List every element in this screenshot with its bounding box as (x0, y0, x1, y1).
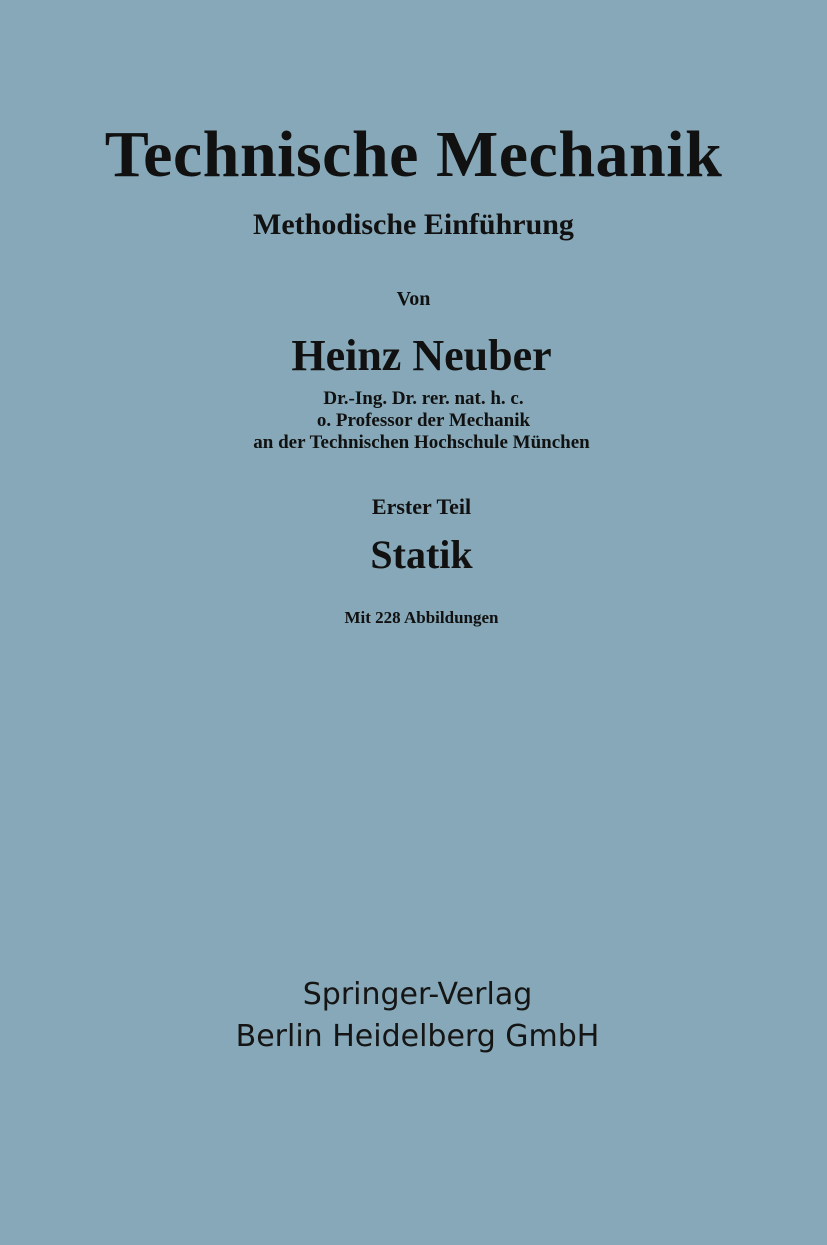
author-degree: Dr.-Ing. Dr. rer. nat. h. c. (323, 388, 524, 409)
publisher-location: Berlin Heidelberg GmbH (235, 1019, 600, 1054)
figures-note: Mit 228 Abbildungen (344, 608, 499, 627)
by-label: Von (396, 288, 431, 310)
publisher-name: Springer-Verlag (302, 977, 533, 1012)
book-title: Technische Mechanik (104, 118, 723, 191)
author-position: o. Professor der Mechanik (316, 410, 531, 431)
part-label: Erster Teil (371, 494, 472, 519)
book-subtitle: Methodische Einführung (253, 208, 574, 241)
section-title: Statik (370, 532, 473, 577)
author-institution: an der Technischen Hochschule München (253, 432, 590, 453)
author-name: Heinz Neuber (291, 331, 552, 380)
